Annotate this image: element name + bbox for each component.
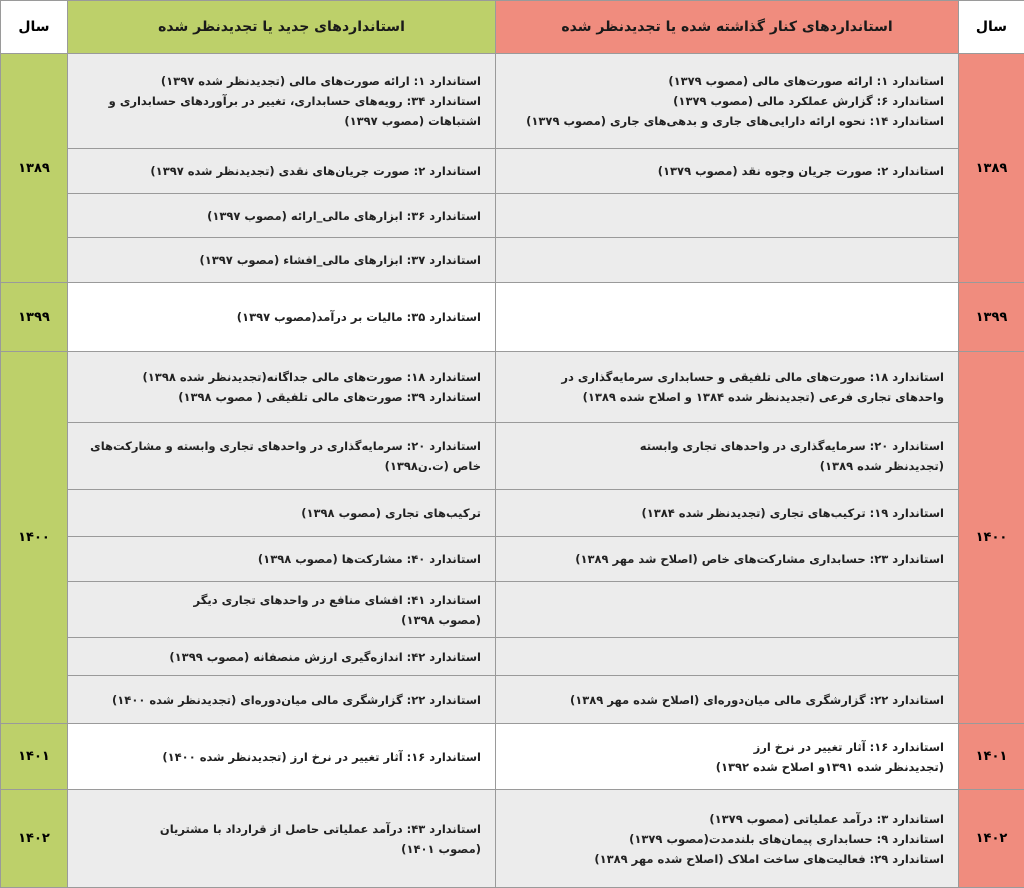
table-row xyxy=(1,352,1024,423)
table-row xyxy=(1,423,1024,490)
table-row xyxy=(1,194,1024,238)
table-row xyxy=(1,283,1024,352)
year-cell-new: ۱۳۹۹ xyxy=(1,283,68,352)
new-standard-cell xyxy=(68,352,496,423)
table-row xyxy=(1,724,1024,790)
cell-line: استاندارد ۱: ارائه صورت‌های مالی (تجدیدنظر شده ۱۳۹۷) xyxy=(82,71,481,91)
new-standard-cell xyxy=(68,283,496,352)
new-standard-cell xyxy=(68,194,496,238)
year-cell-new: ۱۴۰۰ xyxy=(1,352,68,724)
cell-line: استاندارد ۱۴: نحوه ارائه دارایی‌های جاری و بدهی‌های جاری (مصوب ۱۳۷۹) xyxy=(510,111,944,131)
cell-line: استاندارد ۱۶: آثار تغییر در نرخ ارز (تجدیدنظر شده ۱۴۰۰) xyxy=(82,747,481,767)
old-standard-cell xyxy=(496,537,959,582)
cell-line: (تجدیدنظر شده ۱۳۸۹) xyxy=(510,456,944,476)
new-standard-cell xyxy=(68,638,496,676)
new-standard-cell xyxy=(68,490,496,537)
table-row xyxy=(1,790,1024,888)
old-standard-cell xyxy=(496,54,959,149)
cell-line: استاندارد ۲۲: گزارشگری مالی میان‌دوره‌ای (تجدیدنظر شده ۱۴۰۰) xyxy=(82,690,481,710)
cell-line: (مصوب ۱۴۰۱) xyxy=(82,839,481,859)
cell-line: استاندارد ۴۱: افشای منافع در واحدهای تجاری دیگر xyxy=(82,590,481,610)
header-row xyxy=(1,1,1024,54)
cell-line: (تجدیدنظر شده ۱۳۹۱و اصلاح شده ۱۳۹۲) xyxy=(510,757,944,777)
cell-line: استاندارد ۱۹: ترکیب‌های تجاری (تجدیدنظر شده ۱۳۸۴) xyxy=(510,503,944,523)
header-new-standards: استانداردهای جدید یا تجدیدنظر شده xyxy=(68,1,496,54)
table-row xyxy=(1,676,1024,724)
new-standard-cell xyxy=(68,790,496,888)
new-standard-cell xyxy=(68,423,496,490)
old-standard-cell xyxy=(496,149,959,194)
cell-line: استاندارد ۲۰: سرمایه‌گذاری در واحدهای تجاری وابسته xyxy=(510,436,944,456)
header-year-right: سال xyxy=(959,1,1024,54)
new-standard-cell xyxy=(68,149,496,194)
table-row xyxy=(1,638,1024,676)
new-standard-cell xyxy=(68,54,496,149)
year-cell-new: ۱۴۰۱ xyxy=(1,724,68,790)
cell-line: استاندارد ۴۲: اندازه‌گیری ارزش منصفانه (مصوب ۱۳۹۹) xyxy=(82,647,481,667)
header-year-left: سال xyxy=(1,1,68,54)
cell-line: ترکیب‌های تجاری (مصوب ۱۳۹۸) xyxy=(82,503,481,523)
old-standard-cell xyxy=(496,676,959,724)
cell-line: استاندارد ۳۹: صورت‌های مالی تلفیقی ( مصوب ۱۳۹۸) xyxy=(82,387,481,407)
cell-line: استاندارد ۹: حسابداری پیمان‌های بلندمدت(مصوب ۱۳۷۹) xyxy=(510,829,944,849)
cell-line: استاندارد ۶: گزارش عملکرد مالی (مصوب ۱۳۷۹) xyxy=(510,91,944,111)
new-standard-cell xyxy=(68,582,496,638)
cell-line: استاندارد ۱: ارائه صورت‌های مالی (مصوب ۱۳۷۹) xyxy=(510,71,944,91)
cell-line: استاندارد ۱۶: آثار تغییر در نرخ ارز xyxy=(510,737,944,757)
year-cell-old: ۱۴۰۰ xyxy=(959,352,1024,724)
old-standard-cell xyxy=(496,638,959,676)
table-row xyxy=(1,238,1024,283)
year-cell-new: ۱۴۰۲ xyxy=(1,790,68,888)
year-cell-old: ۱۴۰۲ xyxy=(959,790,1024,888)
cell-line: استاندارد ۳۶: ابزارهای مالی_ارائه (مصوب ۱۳۹۷) xyxy=(82,206,481,226)
old-standard-cell xyxy=(496,352,959,423)
old-standard-cell xyxy=(496,790,959,888)
old-standard-cell xyxy=(496,238,959,283)
year-cell-old: ۱۳۸۹ xyxy=(959,54,1024,283)
cell-line: (مصوب ۱۳۹۸) xyxy=(82,610,481,630)
cell-line: استاندارد ۱۸: صورت‌های مالی جداگانه(تجدیدنظر شده ۱۳۹۸) xyxy=(82,367,481,387)
table-row xyxy=(1,54,1024,149)
table-row xyxy=(1,490,1024,537)
cell-line: استاندارد ۲۹: فعالیت‌های ساخت املاک (اصلاح شده مهر ۱۳۸۹) xyxy=(510,849,944,869)
year-cell-new: ۱۳۸۹ xyxy=(1,54,68,283)
old-standard-cell xyxy=(496,283,959,352)
new-standard-cell xyxy=(68,676,496,724)
cell-line: استاندارد ۲: صورت جریان وجوه نقد (مصوب ۱۳۷۹) xyxy=(510,161,944,181)
old-standard-cell xyxy=(496,724,959,790)
cell-line: استاندارد ۴۳: درآمد عملیاتی حاصل از قرارداد با مشتریان xyxy=(82,819,481,839)
cell-line: استاندارد ۲: صورت جریان‌های نقدی (تجدیدنظر شده ۱۳۹۷) xyxy=(82,161,481,181)
cell-line: استاندارد ۲۲: گزارشگری مالی میان‌دوره‌ای (اصلاح شده مهر ۱۳۸۹) xyxy=(510,690,944,710)
cell-line: استاندارد ۳۷: ابزارهای مالی_افشاء (مصوب ۱۳۹۷) xyxy=(82,250,481,270)
year-cell-old: ۱۳۹۹ xyxy=(959,283,1024,352)
old-standard-cell xyxy=(496,194,959,238)
cell-line: استاندارد ۳۵: مالیات بر درآمد(مصوب ۱۳۹۷) xyxy=(82,307,481,327)
old-standard-cell xyxy=(496,423,959,490)
cell-line: استاندارد ۱۸: صورت‌های مالی تلفیقی و حسابداری سرمایه‌گذاری در واحدهای تجاری فرعی (تجدیدنظر شده ۱۳۸۴ و اصلاح شده ۱۳۸۹) xyxy=(510,367,944,407)
cell-line: استاندارد ۲۳: حسابداری مشارکت‌های خاص (اصلاح شد مهر ۱۳۸۹) xyxy=(510,549,944,569)
old-standard-cell xyxy=(496,490,959,537)
old-standard-cell xyxy=(496,582,959,638)
cell-line: استاندارد ۳۴: رویه‌های حسابداری، تغییر در برآوردهای حسابداری و اشتباهات (مصوب ۱۳۹۷) xyxy=(82,91,481,131)
year-cell-old: ۱۴۰۱ xyxy=(959,724,1024,790)
new-standard-cell xyxy=(68,724,496,790)
new-standard-cell xyxy=(68,238,496,283)
table-row xyxy=(1,537,1024,582)
cell-line: استاندارد ۲۰: سرمایه‌گذاری در واحدهای تجاری وابسته و مشارکت‌های خاص (ت.ن۱۳۹۸) xyxy=(82,436,481,476)
cell-line: استاندارد ۳: درآمد عملیاتی (مصوب ۱۳۷۹) xyxy=(510,809,944,829)
header-old-standards: استانداردهای کنار گذاشته شده یا تجدیدنظر شده xyxy=(496,1,959,54)
cell-line: استاندارد ۴۰: مشارکت‌ها (مصوب ۱۳۹۸) xyxy=(82,549,481,569)
new-standard-cell xyxy=(68,537,496,582)
table-row xyxy=(1,149,1024,194)
table-row xyxy=(1,582,1024,638)
